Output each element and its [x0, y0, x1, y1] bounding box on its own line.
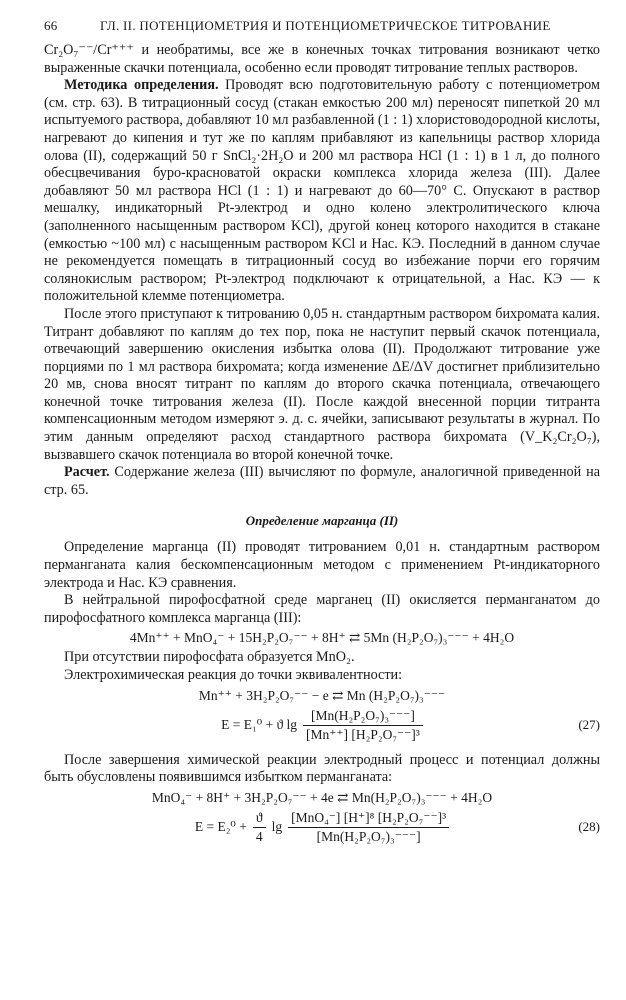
eq28-number: (28) [578, 819, 600, 835]
page-number: 66 [44, 18, 58, 33]
eq28-lg: lg [271, 819, 283, 835]
paragraph-manganese-intro: Определение марганца (II) проводят титрованием 0,01 н. стандартным раствором перманганата калия бескомпенсационным методом с применением Pt-индикаторного электрода и Нас. КЭ сравнения. [44, 539, 600, 591]
eq27-lhs: E = E₁⁰ + ϑ lg [221, 717, 298, 733]
eq28-lhs: E = E₂⁰ + [194, 819, 247, 835]
equation-28 [44, 809, 600, 846]
equation-reaction: 4Mn⁺⁺ + MnO₄⁻ + 15H₂P₂O₇⁻⁻ + 8H⁺ ⇄ 5Mn (H₂P₂O₇)₃⁻⁻⁻ + 4H₂O [129, 630, 515, 646]
equation-27 [44, 707, 600, 744]
equation-half-reaction-1: Mn⁺⁺ + 3H₂P₂O₇⁻⁻ − e ⇄ Mn (H₂P₂O₇)₃⁻⁻⁻ [198, 687, 446, 703]
eq28-coefficient [253, 809, 266, 846]
eq27-numerator: [Mn(H₂P₂O₇)₃⁻⁻⁻] [303, 707, 423, 726]
equation-half-reaction-2: MnO₄⁻ + 8H⁺ + 3H₂P₂O₇⁻⁻ + 4e ⇄ Mn(H₂P₂O₇)₃⁻⁻⁻ + 4H₂O [151, 789, 493, 805]
eq28-fraction [288, 809, 449, 846]
eq28-coef-numerator: ϑ [253, 809, 266, 828]
chapter-title: ГЛ. II. ПОТЕНЦИОМЕТРИЯ И ПОТЕНЦИОМЕТРИЧЕСКОЕ ТИТРОВАНИЕ [100, 18, 551, 33]
running-header [44, 18, 600, 42]
eq28-numerator: [MnO₄⁻] [H⁺]⁸ [H₂P₂O₇⁻⁻]³ [288, 809, 449, 828]
paragraph-electrochem: Электрохимическая реакция до точки эквивалентности: [64, 667, 403, 683]
paragraph-titration: После этого приступают к титрованию 0,05 н. стандартным раствором бихромата калия. Титрант добавляют по каплям до тех пор, пока не наступит первый скачок потенциала, отвечающий завершению окисления избытка олова (II). Продолжают титрование уже порциями по 1 мл раствора бихромата; когда изменение ΔE/ΔV достигнет приблизительно 20 мв, снова вносят титрант по каплям до второго скачка потенциала, отвечающего конечной точке титрования железа (II). После каждой внесенной порции титранта компенсационным методом измеряют э. д. с. ячейки, записывают результаты в журнал. По этим данным определяют расход стандартного раствора бихромата (V_K₂Cr₂O₇), вызвавшего скачок потенциала во второй конечной точке. [44, 305, 600, 463]
paragraph-after-reaction: После завершения химической реакции электродный процесс и потенциал должны быть обусловлены появившимся избытком перманганата: [44, 751, 600, 786]
eq27-number: (27) [578, 717, 600, 733]
eq28-coef-denominator: 4 [255, 828, 263, 844]
paragraph-method [44, 77, 600, 306]
book-page [44, 18, 600, 848]
paragraph-calculation [44, 464, 600, 499]
section-heading: Определение марганца (II) [245, 513, 399, 529]
eq27-fraction [303, 707, 423, 744]
calc-label: Расчет. [64, 464, 110, 481]
calc-text: Содержание железа (III) вычисляют по формуле, аналогичной приведенной на стр. 65. [44, 464, 600, 498]
paragraph-pyrophosphate: В нейтральной пирофосфатной среде марганец (II) окисляется перманганатом до пирофосфатного комплекса марганца (III): [44, 592, 600, 626]
paragraph-mno2: При отсутствии пирофосфата образуется MnO₂. [64, 649, 355, 666]
eq27-denominator: [Mn⁺⁺] [H₂P₂O₇⁻⁻]³ [306, 726, 420, 742]
eq28-denominator: [Mn(H₂P₂O₇)₃⁻⁻⁻] [316, 828, 421, 844]
paragraph-continuation: Cr₂O₇⁻⁻/Cr⁺⁺⁺ и необратимы, все же в конечных точках титрования возникают четко выраженные скачки потенциала, особенно если проводят титрование теплых растворов. [44, 42, 600, 76]
method-label: Методика определения. [64, 77, 219, 94]
method-text: Проводят всю подготовительную работу с потенциометром (см. стр. 63). В титрационный сосуд (стакан емкостью 200 мл) переносят пипеткой 20 мл испытуемого раствора, добавляют 10 мл разбавленной (1 : 1) хлористоводородной кислоты, нагревают до кипения и тут же по каплям прибавляют из капельницы раствор хлорида олова (II), содержащий 50 г SnCl₂·2H₂O и 200 мл раствора HCl (1 : 1) в 1 л, до полного обесцвечивания буро-красноватой окраски комплекса хлорида железа (III). Далее добавляют 50 мл раствора HCl (1 : 1) и нагревают до 60—70° C. Опускают в раствор мешалку, индикаторный Pt-электрод и одно колено электролитического ключа (заполненного насыщенным раствором KCl), другой конец которого находится в стакане (емкостью ~100 мл) с насыщенным раствором KCl и Нас. КЭ. Последний в данном случае не рекомендуется помещать в титрационный сосуд во избежание порчи его горячим солянокислым раствором; Pt-электрод подключают к отрицательной, а Нас. КЭ — к положительной клемме потенциометра. [44, 77, 600, 305]
